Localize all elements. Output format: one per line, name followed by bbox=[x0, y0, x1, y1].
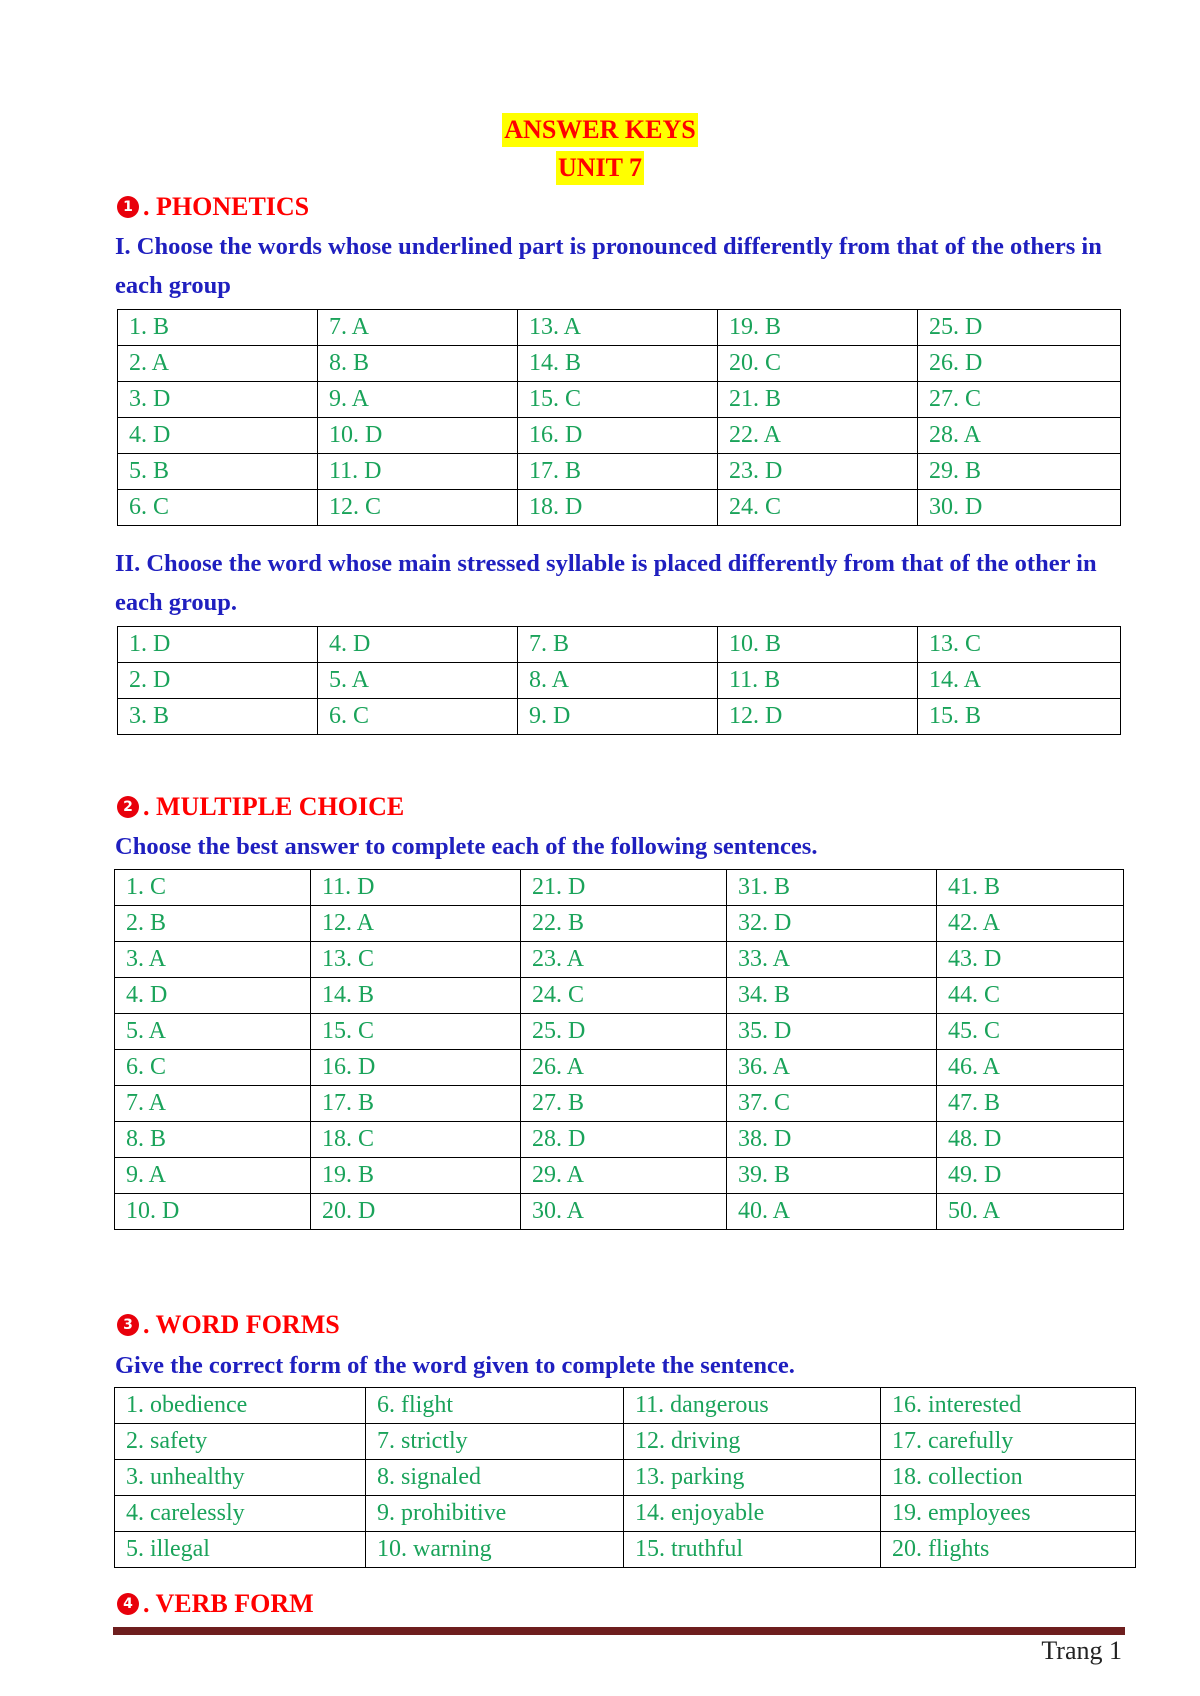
answer-cell: 25. D bbox=[918, 310, 1121, 346]
answer-cell: 17. B bbox=[518, 454, 718, 490]
answer-cell: 3. A bbox=[115, 942, 311, 978]
table-row bbox=[115, 1532, 1136, 1568]
answer-cell: 45. C bbox=[937, 1014, 1124, 1050]
answer-cell: 28. A bbox=[918, 418, 1121, 454]
answer-cell: 47. B bbox=[937, 1086, 1124, 1122]
answer-cell: 3. unhealthy bbox=[115, 1460, 366, 1496]
answer-cell: 7. B bbox=[518, 627, 718, 663]
answer-cell: 6. C bbox=[118, 490, 318, 526]
answer-cell: 44. C bbox=[937, 978, 1124, 1014]
answer-cell: 8. B bbox=[318, 346, 518, 382]
answer-cell: 11. D bbox=[311, 870, 521, 906]
table-row bbox=[115, 1086, 1124, 1122]
answer-cell: 14. B bbox=[311, 978, 521, 1014]
answer-cell: 27. B bbox=[521, 1086, 727, 1122]
answer-cell: 40. A bbox=[727, 1194, 937, 1230]
answer-cell: 12. A bbox=[311, 906, 521, 942]
answer-cell: 23. A bbox=[521, 942, 727, 978]
table-row bbox=[118, 310, 1121, 346]
answer-cell: 18. D bbox=[518, 490, 718, 526]
answer-cell: 15. C bbox=[518, 382, 718, 418]
section-title: . PHONETICS bbox=[143, 192, 310, 221]
table-row bbox=[115, 906, 1124, 942]
answer-cell: 13. parking bbox=[624, 1460, 881, 1496]
section-title: . MULTIPLE CHOICE bbox=[143, 792, 405, 821]
table-row bbox=[115, 1388, 1136, 1424]
table-row bbox=[118, 663, 1121, 699]
answer-cell: 24. C bbox=[521, 978, 727, 1014]
multiple-choice-table bbox=[114, 869, 1124, 1230]
section-title: . WORD FORMS bbox=[143, 1310, 340, 1339]
section-number-badge: 4 bbox=[117, 1593, 139, 1615]
section-verb-form-heading bbox=[117, 1587, 314, 1621]
answer-cell: 41. B bbox=[937, 870, 1124, 906]
phonetics-part2-table bbox=[117, 626, 1121, 735]
table-row bbox=[115, 1014, 1124, 1050]
answer-cell: 20. D bbox=[311, 1194, 521, 1230]
answer-cell: 7. A bbox=[318, 310, 518, 346]
answer-cell: 15. C bbox=[311, 1014, 521, 1050]
answer-cell: 6. flight bbox=[366, 1388, 624, 1424]
answer-cell: 26. A bbox=[521, 1050, 727, 1086]
table-row bbox=[115, 1460, 1136, 1496]
table-row bbox=[115, 1122, 1124, 1158]
answer-cell: 4. D bbox=[318, 627, 518, 663]
answer-cell: 36. A bbox=[727, 1050, 937, 1086]
answer-cell: 29. B bbox=[918, 454, 1121, 490]
answer-cell: 49. D bbox=[937, 1158, 1124, 1194]
answer-cell: 31. B bbox=[727, 870, 937, 906]
answer-cell: 13. A bbox=[518, 310, 718, 346]
answer-cell: 29. A bbox=[521, 1158, 727, 1194]
answer-cell: 9. D bbox=[518, 699, 718, 735]
table-row bbox=[115, 1158, 1124, 1194]
table-row bbox=[118, 454, 1121, 490]
answer-cell: 12. driving bbox=[624, 1424, 881, 1460]
answer-cell: 5. A bbox=[318, 663, 518, 699]
table-row bbox=[115, 1194, 1124, 1230]
answer-cell: 2. B bbox=[115, 906, 311, 942]
unit-title-wrap bbox=[0, 151, 1200, 185]
answer-cell: 2. A bbox=[118, 346, 318, 382]
answer-cell: 1. B bbox=[118, 310, 318, 346]
answer-cell: 37. C bbox=[727, 1086, 937, 1122]
answer-cell: 8. B bbox=[115, 1122, 311, 1158]
answer-cell: 20. flights bbox=[881, 1532, 1136, 1568]
document-title: ANSWER KEYS bbox=[502, 113, 697, 147]
answer-cell: 18. collection bbox=[881, 1460, 1136, 1496]
answer-cell: 4. D bbox=[115, 978, 311, 1014]
table-row bbox=[118, 627, 1121, 663]
answer-cell: 50. A bbox=[937, 1194, 1124, 1230]
answer-cell: 4. carelessly bbox=[115, 1496, 366, 1532]
table-row bbox=[115, 978, 1124, 1014]
table-row bbox=[118, 346, 1121, 382]
answer-cell: 14. A bbox=[918, 663, 1121, 699]
answer-cell: 35. D bbox=[727, 1014, 937, 1050]
answer-cell: 30. A bbox=[521, 1194, 727, 1230]
answer-cell: 21. D bbox=[521, 870, 727, 906]
table-row bbox=[118, 382, 1121, 418]
section-phonetics-heading bbox=[117, 190, 309, 224]
answer-cell: 14. B bbox=[518, 346, 718, 382]
answer-cell: 46. A bbox=[937, 1050, 1124, 1086]
answer-cell: 6. C bbox=[115, 1050, 311, 1086]
answer-cell: 20. C bbox=[718, 346, 918, 382]
answer-cell: 21. B bbox=[718, 382, 918, 418]
answer-cell: 32. D bbox=[727, 906, 937, 942]
answer-cell: 48. D bbox=[937, 1122, 1124, 1158]
table-row bbox=[118, 490, 1121, 526]
table-row bbox=[115, 1050, 1124, 1086]
answer-cell: 16. D bbox=[311, 1050, 521, 1086]
answer-cell: 1. obedience bbox=[115, 1388, 366, 1424]
answer-cell: 16. D bbox=[518, 418, 718, 454]
phonetics-part1-instruction: I. Choose the words whose underlined part is pronounced differently from that of the others in each group bbox=[115, 233, 1102, 299]
answer-cell: 10. warning bbox=[366, 1532, 624, 1568]
section-title: . VERB FORM bbox=[143, 1589, 314, 1618]
answer-cell: 14. enjoyable bbox=[624, 1496, 881, 1532]
answer-cell: 12. C bbox=[318, 490, 518, 526]
answer-cell: 13. C bbox=[311, 942, 521, 978]
answer-cell: 11. B bbox=[718, 663, 918, 699]
answer-cell: 9. A bbox=[115, 1158, 311, 1194]
answer-cell: 34. B bbox=[727, 978, 937, 1014]
answer-cell: 5. illegal bbox=[115, 1532, 366, 1568]
answer-cell: 15. truthful bbox=[624, 1532, 881, 1568]
answer-cell: 7. strictly bbox=[366, 1424, 624, 1460]
answer-cell: 16. interested bbox=[881, 1388, 1136, 1424]
answer-cell: 42. A bbox=[937, 906, 1124, 942]
answer-cell: 22. A bbox=[718, 418, 918, 454]
table-row bbox=[118, 418, 1121, 454]
answer-cell: 17. carefully bbox=[881, 1424, 1136, 1460]
answer-cell: 33. A bbox=[727, 942, 937, 978]
answer-cell: 43. D bbox=[937, 942, 1124, 978]
answer-cell: 30. D bbox=[918, 490, 1121, 526]
answer-cell: 38. D bbox=[727, 1122, 937, 1158]
answer-cell: 1. C bbox=[115, 870, 311, 906]
answer-cell: 26. D bbox=[918, 346, 1121, 382]
footer-divider bbox=[113, 1627, 1125, 1635]
answer-cell: 9. A bbox=[318, 382, 518, 418]
answer-cell: 23. D bbox=[718, 454, 918, 490]
answer-cell: 10. B bbox=[718, 627, 918, 663]
answer-cell: 10. D bbox=[115, 1194, 311, 1230]
table-row bbox=[115, 870, 1124, 906]
answer-cell: 22. B bbox=[521, 906, 727, 942]
document-title-wrap bbox=[0, 113, 1200, 147]
answer-cell: 24. C bbox=[718, 490, 918, 526]
answer-cell: 39. B bbox=[727, 1158, 937, 1194]
answer-cell: 15. B bbox=[918, 699, 1121, 735]
table-row bbox=[115, 942, 1124, 978]
section-number-badge: 2 bbox=[117, 796, 139, 818]
section-number-badge: 1 bbox=[117, 196, 139, 218]
phonetics-part2-instruction: II. Choose the word whose main stressed syllable is placed differently from that of the other in each group. bbox=[115, 550, 1097, 616]
answer-cell: 3. D bbox=[118, 382, 318, 418]
answer-cell: 17. B bbox=[311, 1086, 521, 1122]
answer-cell: 8. signaled bbox=[366, 1460, 624, 1496]
answer-cell: 3. B bbox=[118, 699, 318, 735]
answer-cell: 19. B bbox=[311, 1158, 521, 1194]
table-row bbox=[115, 1496, 1136, 1532]
answer-cell: 19. B bbox=[718, 310, 918, 346]
answer-cell: 5. A bbox=[115, 1014, 311, 1050]
answer-cell: 2. D bbox=[118, 663, 318, 699]
unit-title: UNIT 7 bbox=[556, 151, 644, 185]
answer-cell: 7. A bbox=[115, 1086, 311, 1122]
answer-cell: 28. D bbox=[521, 1122, 727, 1158]
answer-cell: 18. C bbox=[311, 1122, 521, 1158]
answer-cell: 11. D bbox=[318, 454, 518, 490]
section-word-forms-heading bbox=[117, 1308, 340, 1342]
word-forms-instruction: Give the correct form of the word given to complete the sentence. bbox=[115, 1352, 795, 1379]
answer-cell: 1. D bbox=[118, 627, 318, 663]
answer-cell: 2. safety bbox=[115, 1424, 366, 1460]
answer-cell: 9. prohibitive bbox=[366, 1496, 624, 1532]
table-row bbox=[115, 1424, 1136, 1460]
answer-cell: 11. dangerous bbox=[624, 1388, 881, 1424]
multiple-choice-instruction: Choose the best answer to complete each of the following sentences. bbox=[115, 833, 818, 860]
answer-cell: 19. employees bbox=[881, 1496, 1136, 1532]
table-row bbox=[118, 699, 1121, 735]
answer-cell: 13. C bbox=[918, 627, 1121, 663]
section-multiple-choice-heading bbox=[117, 790, 404, 824]
answer-cell: 4. D bbox=[118, 418, 318, 454]
section-number-badge: 3 bbox=[117, 1314, 139, 1336]
word-forms-table bbox=[114, 1387, 1136, 1568]
answer-cell: 12. D bbox=[718, 699, 918, 735]
answer-cell: 27. C bbox=[918, 382, 1121, 418]
answer-cell: 5. B bbox=[118, 454, 318, 490]
phonetics-part1-table bbox=[117, 309, 1121, 526]
answer-cell: 25. D bbox=[521, 1014, 727, 1050]
answer-cell: 8. A bbox=[518, 663, 718, 699]
answer-cell: 6. C bbox=[318, 699, 518, 735]
page-number: Trang 1 bbox=[1041, 1636, 1122, 1665]
answer-cell: 10. D bbox=[318, 418, 518, 454]
